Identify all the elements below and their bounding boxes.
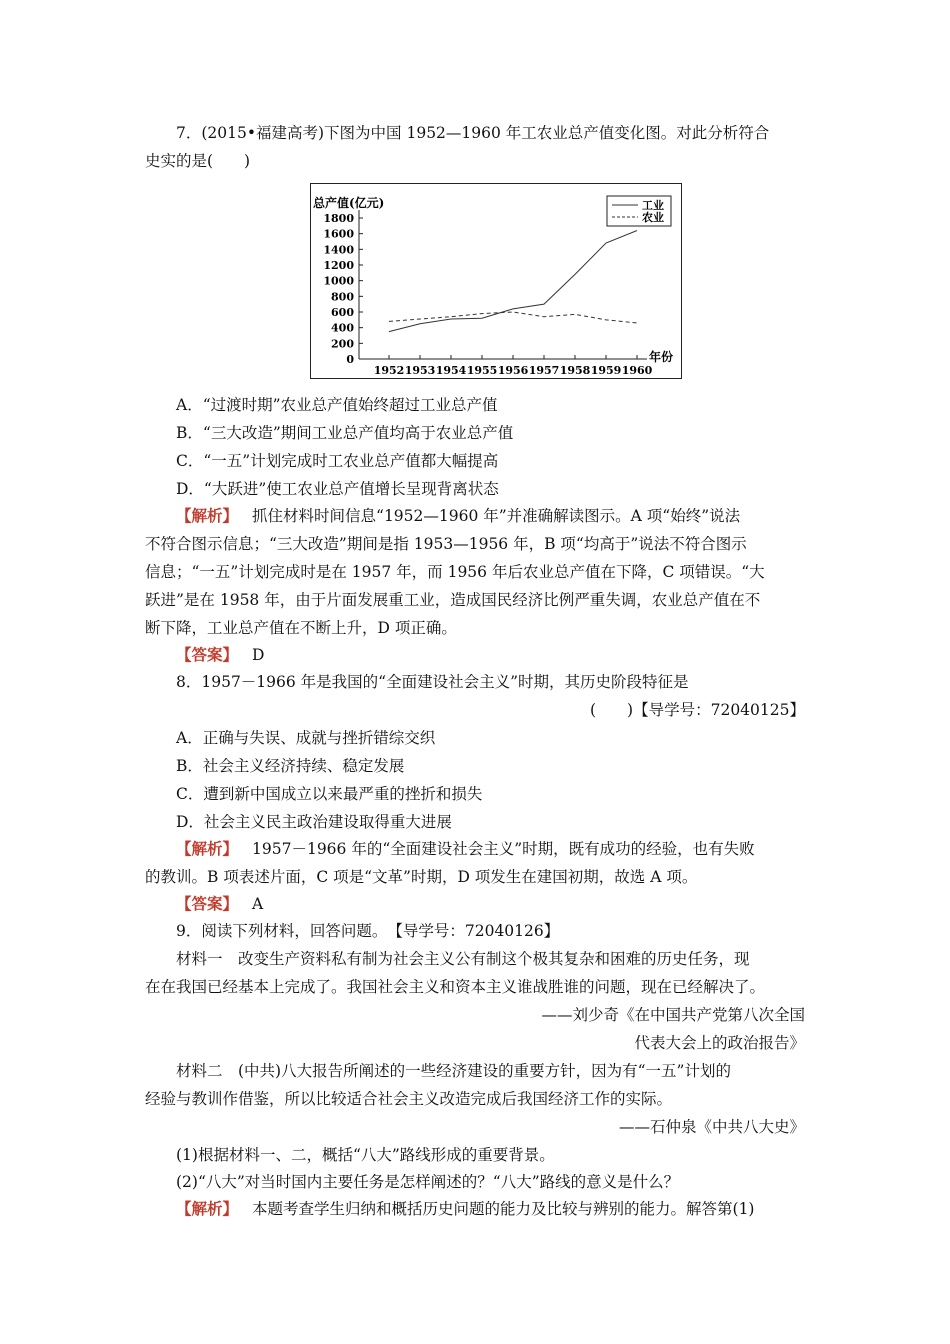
q8-stem-line2: ( )【导学号：72040125】 bbox=[590, 701, 805, 719]
chart-svg bbox=[311, 184, 681, 378]
x-tick-label: 1952 bbox=[373, 364, 405, 377]
q8-answer-tag: 【答案】 bbox=[176, 894, 239, 913]
x-tick-label: 1957 bbox=[528, 364, 560, 377]
x-tick-label: 1955 bbox=[466, 364, 498, 377]
q7-option-b: B．“三大改造”期间工业总产值均高于农业总产值 bbox=[176, 424, 514, 442]
x-tick-label: 1960 bbox=[621, 364, 653, 377]
q9-sub-question2: (2)“八大”对当时国内主要任务是怎样阐述的？“八大”路线的意义是什么？ bbox=[176, 1173, 680, 1191]
q8-answer bbox=[176, 894, 263, 914]
q7-stem-line2: 史实的是( ) bbox=[145, 152, 251, 170]
q8-analysis-tag: 【解析】 bbox=[176, 839, 239, 858]
legend-label: 工业 bbox=[642, 199, 664, 212]
q7-option-d: D．“大跃进”使工农业总产值增长呈现背离状态 bbox=[176, 480, 499, 498]
q8-analysis-line1 bbox=[176, 839, 755, 859]
q7-stem-line1: 7．(2015•福建高考)下图为中国 1952—1960 年工农业总产值变化图。对此分析符合 bbox=[176, 124, 770, 142]
y-tick-label: 800 bbox=[331, 290, 354, 304]
x-axis-title: 年份 bbox=[649, 350, 674, 364]
x-tick-label: 1954 bbox=[435, 364, 467, 377]
x-tick-label: 1958 bbox=[559, 364, 591, 377]
q7-analysis-line4: 跃进”是在 1958 年，由于片面发展重工业，造成国民经济比例严重失调，农业总产值在不 bbox=[145, 591, 761, 609]
q9-material2-line1: 材料二 (中共)八大报告所阐述的一些经济建设的重要方针，因为有“一五”计划的 bbox=[176, 1062, 731, 1080]
q7-answer-value: D bbox=[252, 646, 265, 664]
y-tick-label: 600 bbox=[331, 306, 354, 319]
q9-analysis-text1: 本题考查学生归纳和概括历史问题的能力及比较与辨别的能力。解答第(1) bbox=[252, 1200, 755, 1218]
q8-analysis-line2: 的教训。B 项表述片面，C 项是“文革”时期，D 项发生在建国初期，故选 A 项。 bbox=[145, 868, 698, 886]
y-tick-label: 1400 bbox=[323, 243, 354, 257]
q9-material1-source2: 代表大会上的政治报告》 bbox=[634, 1034, 805, 1052]
q7-analysis-line1 bbox=[176, 506, 740, 526]
series-line-industry bbox=[389, 231, 637, 332]
q7-analysis-tag: 【解析】 bbox=[176, 506, 239, 525]
q7-analysis-line2: 不符合图示信息；“三大改造”期间是指 1953—1956 年，B 项“均高于”说法不符合图示 bbox=[145, 535, 747, 553]
q8-analysis-text1: 1957－1966 年的“全面建设社会主义”时期，既有成功的经验，也有失败 bbox=[252, 840, 755, 858]
y-tick-label: 1800 bbox=[323, 212, 354, 225]
q9-material2-source: ——石仲泉《中共八大史》 bbox=[618, 1118, 805, 1136]
q8-option-c: C．遭到新中国成立以来最严重的挫折和损失 bbox=[176, 785, 483, 803]
y-tick-label: 200 bbox=[331, 337, 354, 351]
q7-option-a: A．“过渡时期”农业总产值始终超过工业总产值 bbox=[176, 396, 498, 414]
q9-stem: 9．阅读下列材料，回答问题。 【导学号：72040126】 bbox=[176, 922, 560, 940]
q9-material1-line2: 在在我国已经基本上完成了。我国社会主义和资本主义谁战胜谁的问题，现在已经解决了。 bbox=[145, 978, 766, 996]
y-tick-label: 400 bbox=[331, 321, 354, 335]
q8-stem-line1: 8．1957－1966 年是我国的“全面建设社会主义”时期，其历史阶段特征是 bbox=[176, 673, 689, 691]
y-tick-label: 0 bbox=[346, 353, 354, 366]
q7-analysis-line5: 断下降，工业总产值在不断上升，D 项正确。 bbox=[145, 619, 457, 637]
q7-answer bbox=[176, 645, 264, 665]
q9-analysis-tag: 【解析】 bbox=[176, 1199, 239, 1218]
q7-analysis-text1: 抓住材料时间信息“1952—1960 年”并准确解读图示。A 项“始终”说法 bbox=[252, 507, 741, 525]
q7-line-chart bbox=[310, 183, 682, 379]
q7-analysis-line3: 信息；“一五”计划完成时是在 1957 年，而 1956 年后农业总产值在下降，C 项错误。“大 bbox=[145, 563, 765, 581]
y-tick-label: 1600 bbox=[323, 227, 354, 241]
q9-material2-line2: 经验与教训作借鉴，所以比较适合社会主义改造完成后我国经济工作的实际。 bbox=[145, 1090, 673, 1108]
x-tick-label: 1956 bbox=[497, 364, 529, 377]
q7-option-c: C．“一五”计划完成时工农业总产值都大幅提高 bbox=[176, 452, 499, 470]
y-tick-label: 1200 bbox=[323, 259, 354, 272]
y-tick-label: 1000 bbox=[323, 274, 354, 288]
q8-answer-value: A bbox=[252, 895, 264, 913]
q9-material1-source1: ——刘少奇《在中国共产党第八次全国 bbox=[541, 1006, 805, 1024]
y-axis-title: 总产值(亿元) bbox=[313, 196, 385, 210]
q9-analysis-line1 bbox=[176, 1199, 754, 1219]
series-line-agriculture bbox=[389, 312, 637, 323]
q8-option-d: D．社会主义民主政治建设取得重大进展 bbox=[176, 813, 452, 831]
q9-material1-line1: 材料一 改变生产资料私有制为社会主义公有制这个极其复杂和困难的历史任务，现 bbox=[176, 950, 750, 968]
q8-option-a: A．正确与失误、成就与挫折错综交织 bbox=[176, 729, 436, 747]
q8-option-b: B．社会主义经济持续、稳定发展 bbox=[176, 757, 405, 775]
x-tick-label: 1953 bbox=[404, 364, 436, 377]
x-tick-label: 1959 bbox=[590, 364, 622, 377]
q7-answer-tag: 【答案】 bbox=[176, 645, 239, 664]
q9-sub-question1: (1)根据材料一、二，概括“八大”路线形成的重要背景。 bbox=[176, 1146, 555, 1164]
legend-label: 农业 bbox=[642, 211, 664, 224]
